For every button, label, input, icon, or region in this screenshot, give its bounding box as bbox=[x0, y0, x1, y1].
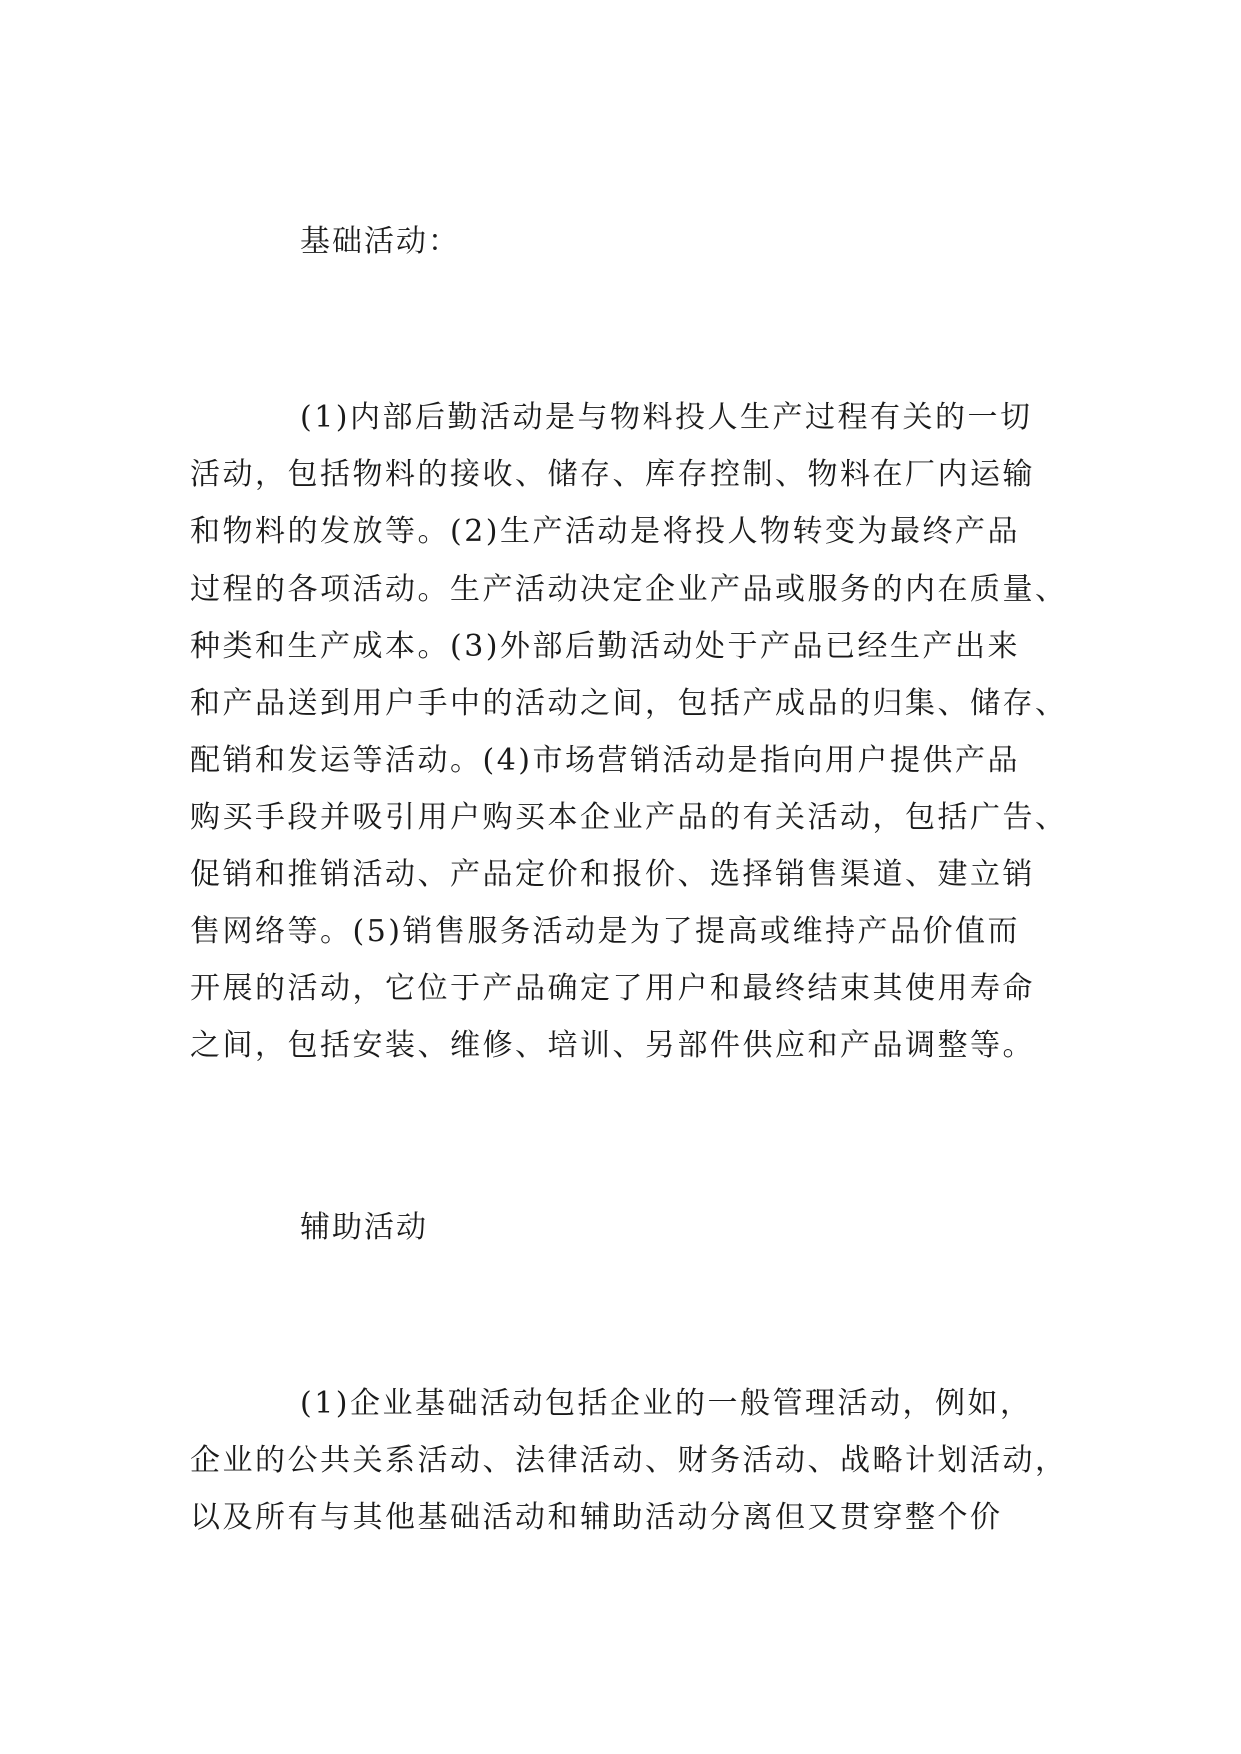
paragraph-line: 以及所有与其他基础活动和辅助活动分离但又贯穿整个价 bbox=[190, 1500, 1003, 1535]
section-heading-basic-activities: 基础活动： bbox=[300, 224, 460, 259]
paragraph-line: 配销和发运等活动。(4)市场营销活动是指向用户提供产品 bbox=[190, 743, 1020, 778]
paragraph-line: 活动，包括物料的接收、储存、库存控制、物料在厂内运输 bbox=[190, 457, 1035, 492]
section-heading-support-activities: 辅助活动 bbox=[300, 1210, 428, 1245]
paragraph-line: 购买手段并吸引用户购买本企业产品的有关活动，包括广告、 bbox=[190, 800, 1068, 835]
paragraph-line: 企业的公共关系活动、法律活动、财务活动、战略计划活动， bbox=[190, 1443, 1068, 1478]
paragraph-line: (1)企业基础活动包括企业的一般管理活动，例如， bbox=[300, 1386, 1033, 1421]
paragraph-line: 种类和生产成本。(3)外部后勤活动处于产品已经生产出来 bbox=[190, 629, 1020, 664]
paragraph-line: 开展的活动，它位于产品确定了用户和最终结束其使用寿命 bbox=[190, 971, 1035, 1006]
paragraph-line: 促销和推销活动、产品定价和报价、选择销售渠道、建立销 bbox=[190, 857, 1035, 892]
paragraph-line: 和物料的发放等。(2)生产活动是将投人物转变为最终产品 bbox=[190, 514, 1020, 549]
paragraph-line: 之间，包括安装、维修、培训、另部件供应和产品调整等。 bbox=[190, 1028, 1035, 1063]
paragraph-line: 售网络等。(5)销售服务活动是为了提高或维持产品价值而 bbox=[190, 914, 1020, 949]
paragraph-line: 和产品送到用户手中的活动之间，包括产成品的归集、储存、 bbox=[190, 686, 1068, 721]
paragraph-line: (1)内部后勤活动是与物料投人生产过程有关的一切 bbox=[300, 400, 1033, 435]
paragraph-line: 过程的各项活动。生产活动决定企业产品或服务的内在质量、 bbox=[190, 572, 1068, 607]
